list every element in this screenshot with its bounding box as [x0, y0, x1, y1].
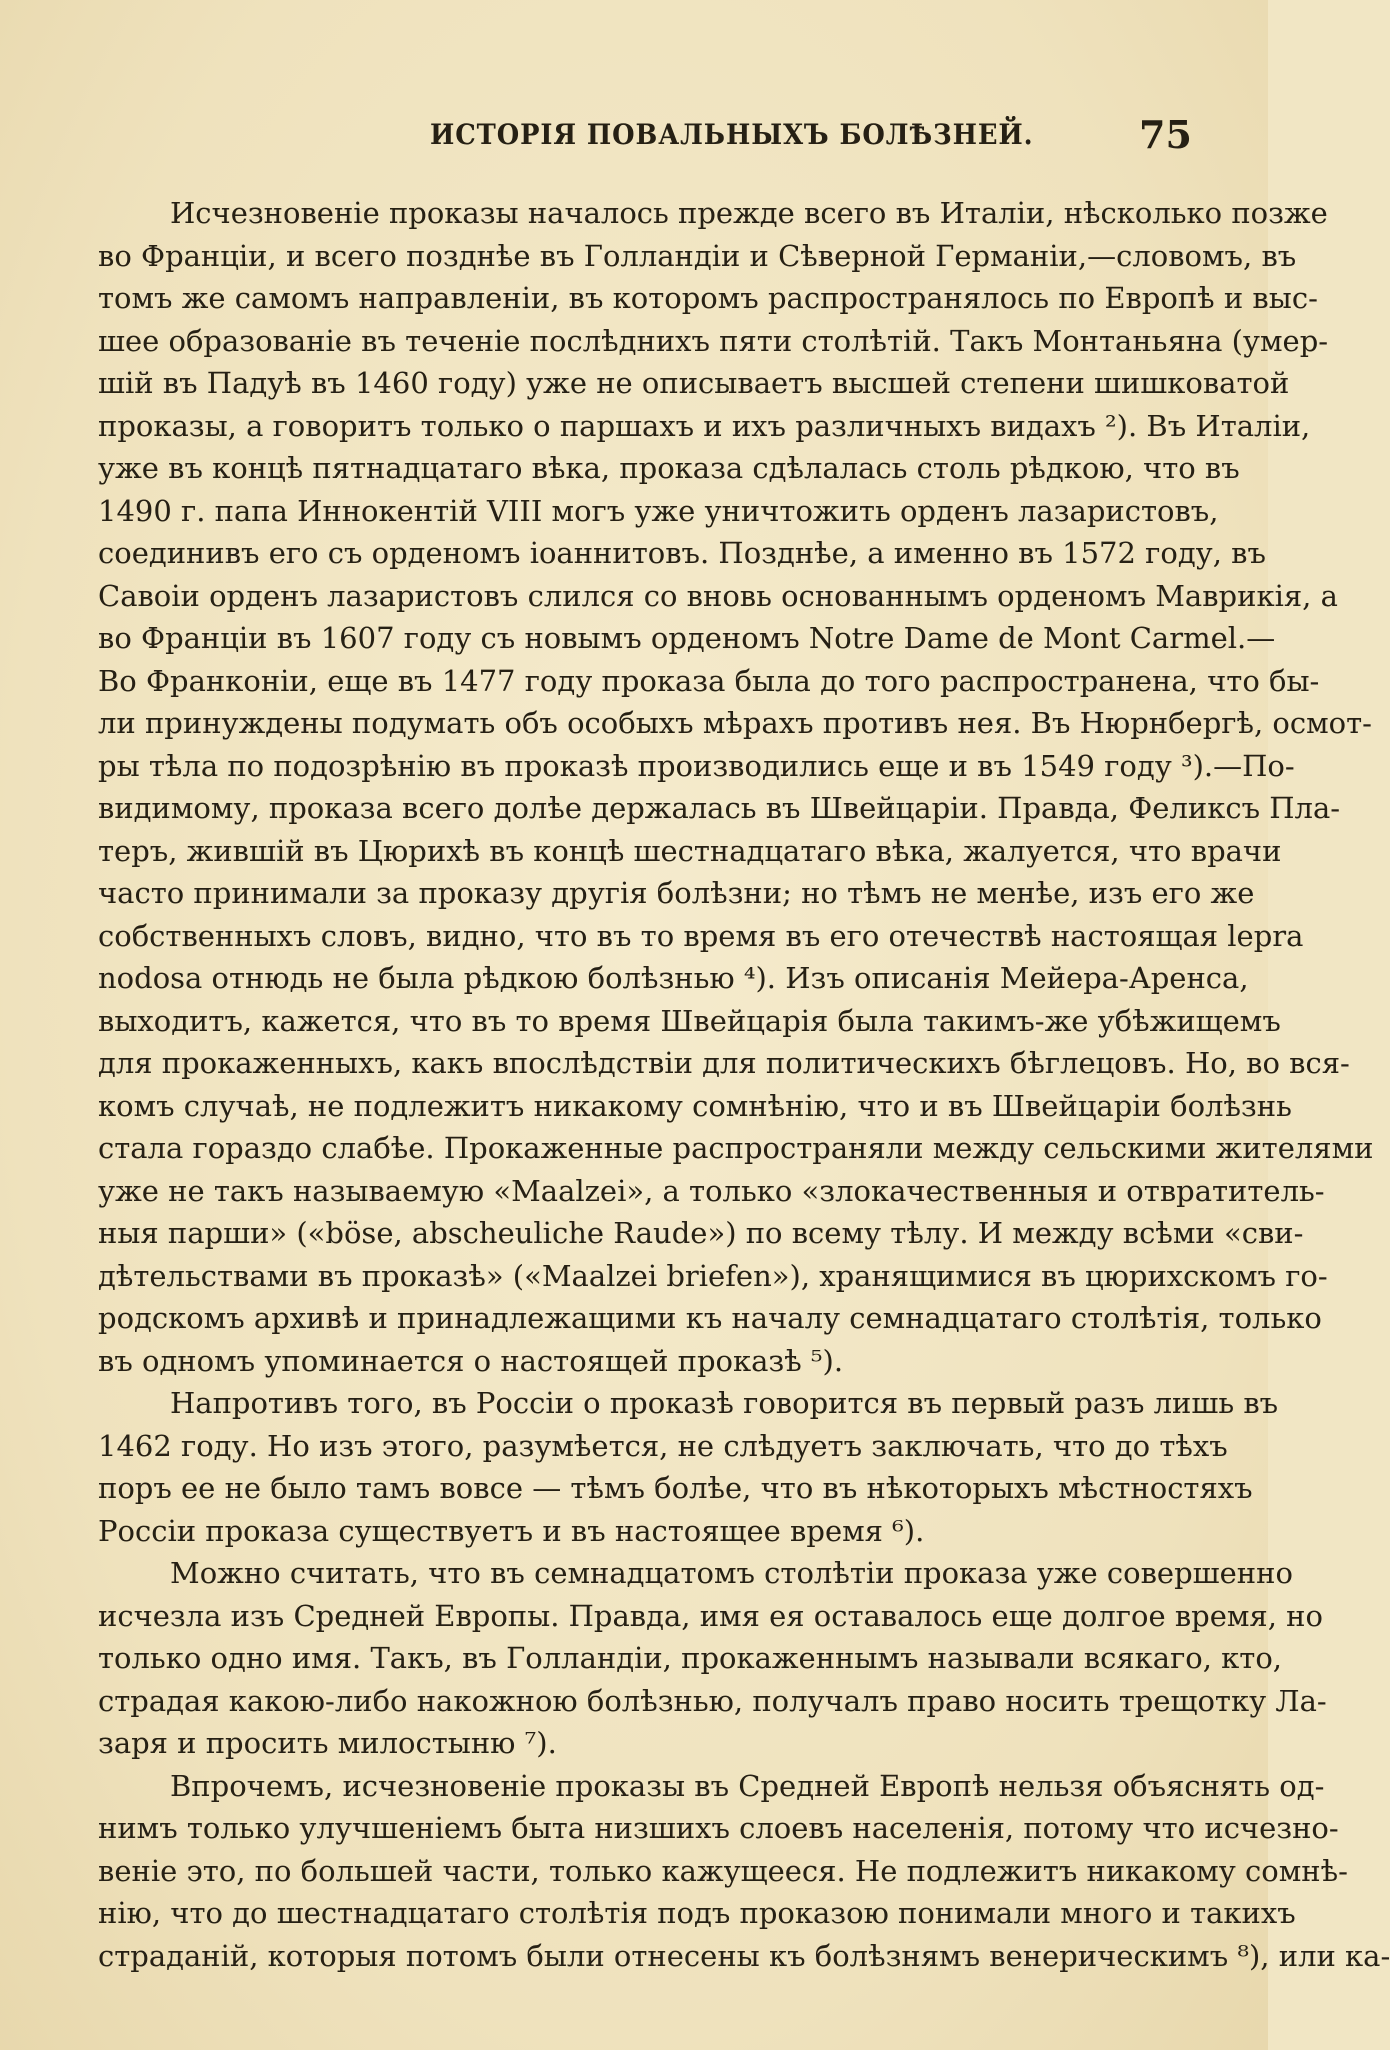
text-line: томъ же самомъ направленіи, въ которомъ распространялось по Европѣ и выс- — [98, 281, 1318, 315]
text-line: комъ случаѣ, не подлежитъ никакому сомнѣнію, что и въ Швейцаріи болѣзнь — [98, 1088, 1292, 1123]
text-line: ныя парши» («böse, abscheuliche Raude») по всему тѣлу. И между всѣми «сви- — [98, 1216, 1304, 1250]
text-line: исчезла изъ Средней Европы. Правда, имя ея оставалось еще долгое время, но — [98, 1598, 1323, 1633]
text-line: собственныхъ словъ, видно, что въ то время въ его отечествѣ настоящая lepra — [98, 918, 1304, 953]
text-line: выходитъ, кажется, что въ то время Швейцарія была такимъ-же убѣжищемъ — [98, 1003, 1281, 1038]
text-line: страданій, которыя потомъ были отнесены къ болѣзнямъ венерическимъ ⁸), или ка- — [98, 1938, 1390, 1973]
text-line: Во Франконіи, еще въ 1477 году проказа была до того распространена, что бы- — [98, 663, 1320, 698]
text-line: ры тѣла по подозрѣнію въ проказѣ производились еще и въ 1549 году ³).—По- — [98, 748, 1295, 783]
text-line: 1490 г. папа Иннокентій VIII могъ уже уничтожить орденъ лазаристовъ, — [98, 493, 1219, 528]
text-line: уже въ концѣ пятнадцатаго вѣка, проказа сдѣлалась столь рѣдкою, что въ — [98, 451, 1240, 485]
text-line: Исчезновеніе проказы началось прежде всего въ Италіи, нѣсколько позже — [170, 196, 1328, 230]
text-line: Савоіи орденъ лазаристовъ слился со вновь основаннымъ орденомъ Маврикія, а — [98, 578, 1338, 613]
running-title: ИСТОРІЯ ПОВАЛЬНЫХЪ БОЛѢЗНЕЙ. — [430, 118, 1034, 151]
text-line: заря и просить милостыню ⁷). — [98, 1726, 557, 1760]
text-line: для прокаженныхъ, какъ впослѣдствіи для политическихъ бѣглецовъ. Но, во вся- — [98, 1046, 1350, 1080]
text-line: Напротивъ того, въ Россіи о проказѣ говорится въ первый разъ лишь въ — [170, 1386, 1279, 1420]
text-line: нимъ только улучшеніемъ быта низшихъ слоевъ населенія, потому что исчезно- — [98, 1811, 1339, 1845]
text-line: въ одномъ упоминается о настоящей проказѣ ⁵). — [98, 1343, 844, 1378]
text-line: Россіи проказа существуетъ и въ настоящее время ⁶). — [98, 1513, 925, 1548]
text-line: Впрочемъ, исчезновеніе проказы въ Средней Европѣ нельзя объяснять од- — [170, 1768, 1325, 1803]
text-line: веніе это, по большей части, только кажущееся. Не подлежитъ никакому сомнѣ- — [98, 1853, 1348, 1888]
text-line: шее образованіе въ теченіе послѣднихъ пяти столѣтій. Такъ Монтаньяна (умер- — [98, 323, 1329, 358]
text-line: ли принуждены подумать объ особыхъ мѣрахъ противъ нея. Въ Нюрнбергѣ, осмот- — [98, 706, 1372, 740]
text-line: стала гораздо слабѣе. Прокаженные распространяли между сельскими жителями — [98, 1131, 1374, 1165]
text-line: нію, что до шестнадцатаго столѣтія подъ проказою понимали много и такихъ — [98, 1896, 1296, 1930]
text-line: уже не такъ называемую «Maalzei», а только «злокачественныя и отвратитель- — [98, 1173, 1325, 1208]
text-line: 1462 году. Но изъ этого, разумѣется, не слѣдуетъ заключать, что до тѣхъ — [98, 1428, 1228, 1463]
text-line: во Франціи, и всего позднѣе въ Голландіи и Сѣверной Германіи,—словомъ, въ — [98, 238, 1297, 273]
text-line: теръ, жившій въ Цюрихѣ въ концѣ шестнадцатаго вѣка, жалуется, что врачи — [98, 833, 1282, 868]
text-line: дѣтельствами въ проказѣ» («Maalzei briefen»), хранящимися въ цюрихскомъ го- — [98, 1258, 1328, 1293]
text-line: соединивъ его съ орденомъ іоаннитовъ. Позднѣе, а именно въ 1572 году, въ — [98, 536, 1266, 570]
text-line: видимому, проказа всего долѣе держалась въ Швейцаріи. Правда, Феликсъ Пла- — [98, 791, 1341, 825]
body-text — [98, 192, 1390, 1977]
page-number: 75 — [1139, 112, 1192, 157]
text-line: родскомъ архивѣ и принадлежащими къ началу семнадцатаго столѣтія, только — [98, 1301, 1322, 1335]
text-line: только одно имя. Такъ, въ Голландіи, прокаженнымъ называли всякаго, кто, — [98, 1641, 1283, 1675]
text-line: Можно считать, что въ семнадцатомъ столѣтіи проказа уже совершенно — [170, 1556, 1293, 1590]
text-line: во Франціи въ 1607 году съ новымъ орденомъ Notre Dame de Mont Carmel.— — [98, 621, 1276, 655]
text-line: страдая какою-либо накожною болѣзнью, получалъ право носить трещотку Ла- — [98, 1683, 1327, 1718]
text-line: nodosa отнюдь не была рѣдкою болѣзнью ⁴). Изъ описанія Мейера-Аренса, — [98, 961, 1249, 995]
text-line: проказы, а говоритъ только о паршахъ и ихъ различныхъ видахъ ²). Въ Италіи, — [98, 408, 1311, 443]
text-line: поръ ее не было тамъ вовсе — тѣмъ болѣе, что въ нѣкоторыхъ мѣстностяхъ — [98, 1471, 1253, 1505]
text-line: шій въ Падуѣ въ 1460 году) уже не описываетъ высшей степени шишковатой — [98, 366, 1290, 400]
text-line: часто принимали за проказу другія болѣзни; но тѣмъ не менѣе, изъ его же — [98, 876, 1255, 910]
